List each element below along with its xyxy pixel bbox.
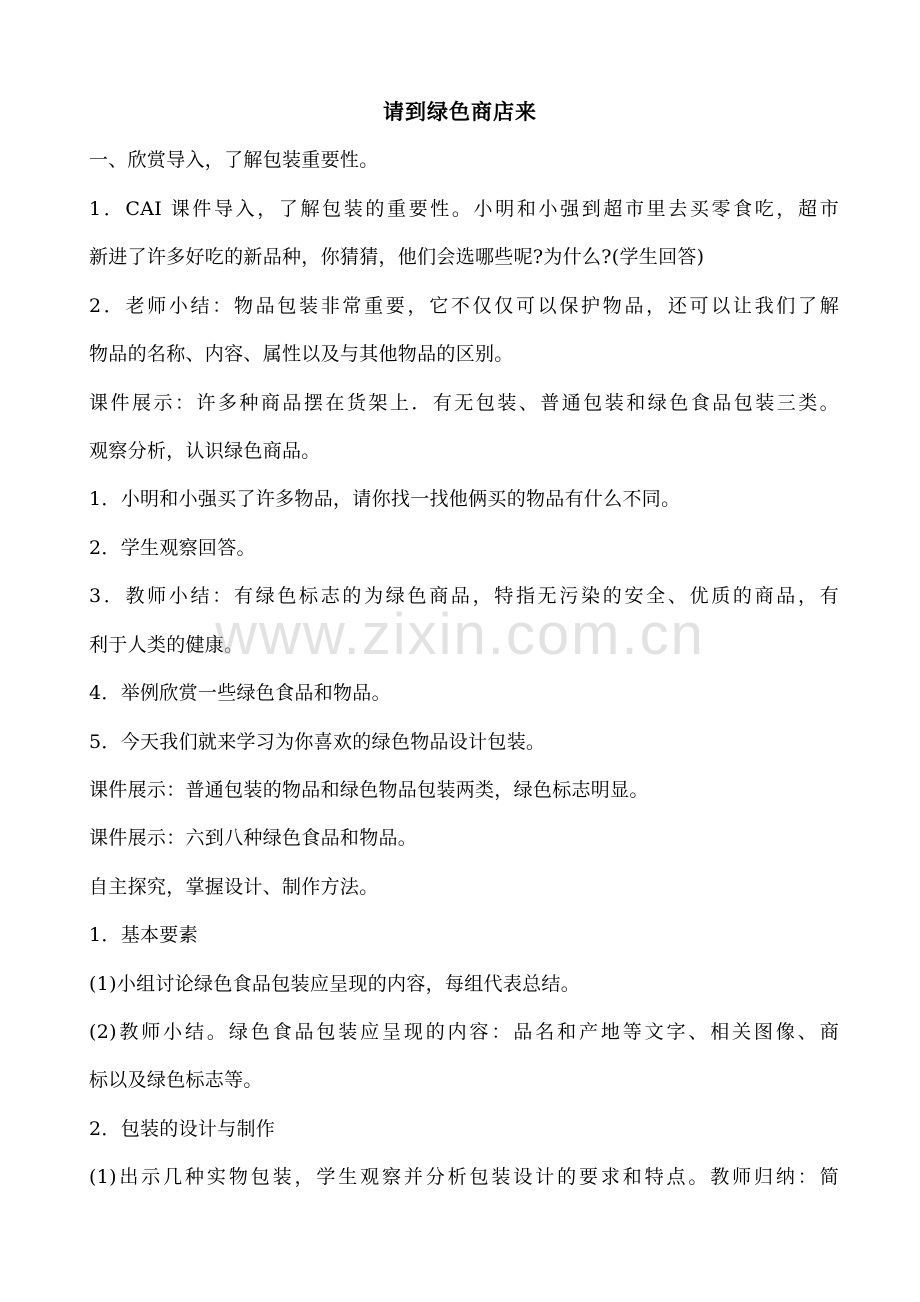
text-line: 4．举例欣赏一些绿色食品和物品。 xyxy=(89,682,391,704)
text-line: 2．老师小结：物品包装非常重要，它不仅仅可以保护物品，还可以让我们了解 xyxy=(89,295,839,317)
text-line: 1．基本要素 xyxy=(89,924,198,946)
text-line: 一、欣赏导入，了解包装重要性。 xyxy=(89,149,379,171)
text-line: 5．今天我们就来学习为你喜欢的绿色物品设计包装。 xyxy=(89,731,546,753)
text-line: 物品的名称、内容、属性以及与其他物品的区别。 xyxy=(89,343,514,365)
document-title: 请到绿色商店来 xyxy=(383,99,537,124)
watermark-text: www.zixin.com.cn xyxy=(215,602,705,667)
text-line: 课件展示：六到八种绿色食品和物品。 xyxy=(89,827,418,849)
text-line: 1．小明和小强买了许多物品，请你找一找他俩买的物品有什么不同。 xyxy=(89,488,681,510)
text-line: 观察分析，认识绿色商品。 xyxy=(89,440,321,462)
text-line: 自主探究，掌握设计、制作方法。 xyxy=(89,876,379,898)
text-line: 3．教师小结：有绿色标志的为绿色商品，特指无污染的安全、优质的商品，有 xyxy=(89,585,839,607)
text-line: 2．包装的设计与制作 xyxy=(89,1118,276,1140)
text-line: 标以及绿色标志等。 xyxy=(89,1069,263,1091)
text-line: 课件展示：普通包装的物品和绿色物品包装两类，绿色标志明显。 xyxy=(89,779,649,801)
text-line: (1)出示几种实物包装，学生观察并分析包装设计的要求和特点。教师归纳：简 xyxy=(89,1166,839,1188)
text-line: 2．学生观察回答。 xyxy=(89,537,256,559)
text-line: 利于人类的健康。 xyxy=(89,634,244,656)
text-line: 课件展示：许多种商品摆在货架上．有无包装、普通包装和绿色食品包装三类。 xyxy=(89,392,839,414)
text-line: (2)教师小结。绿色食品包装应呈现的内容：品名和产地等文字、相关图像、商 xyxy=(89,1021,839,1043)
text-line: 新进了许多好吃的新品种，你猜猜，他们会选哪些呢?为什么?(学生回答) xyxy=(89,246,705,268)
text-line: 1．CAI 课件导入，了解包装的重要性。小明和小强到超市里去买零食吃，超市 xyxy=(89,198,839,220)
text-line: (1)小组讨论绿色食品包装应呈现的内容，每组代表总结。 xyxy=(89,973,581,995)
